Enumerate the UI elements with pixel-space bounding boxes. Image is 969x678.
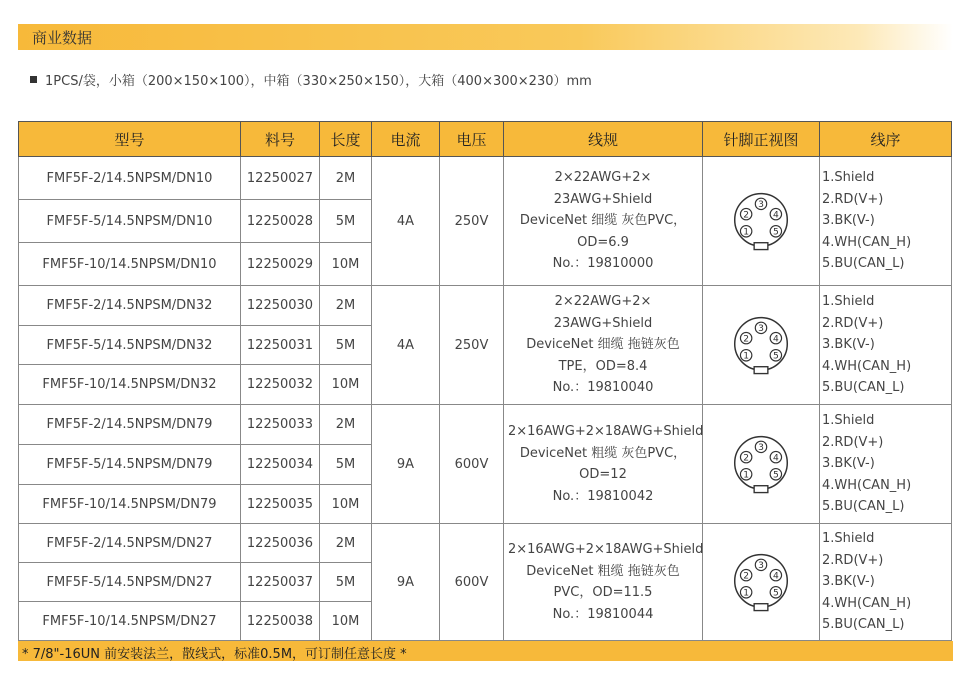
header-length: 长度 <box>320 122 372 157</box>
wiring-cell <box>820 157 952 286</box>
wiring-line: 1.Shield <box>822 413 875 429</box>
connector-pin-diagram-icon <box>729 550 793 614</box>
section-header-bar <box>18 24 953 50</box>
connector-key <box>754 486 768 493</box>
current-cell: 4A <box>372 157 440 286</box>
length-cell: 10M <box>320 485 372 524</box>
wiring-line: 4.WH(CAN_H) <box>822 595 912 611</box>
cable-spec-line: OD=6.9 <box>577 234 629 250</box>
cable-spec-line: No.：19810000 <box>552 256 654 272</box>
wiring-line: 4.WH(CAN_H) <box>822 477 912 493</box>
connector-key <box>754 243 768 250</box>
voltage-cell: 250V <box>440 157 504 286</box>
header-cable: 线规 <box>504 122 703 157</box>
part-number-cell: 12250032 <box>241 365 320 405</box>
length-cell: 2M <box>320 524 372 563</box>
wiring-line: 3.BK(V-) <box>822 574 875 590</box>
cable-spec-line: 2×16AWG+2×18AWG+Shield <box>508 424 704 439</box>
header-pin-view: 针脚正视图 <box>703 122 820 157</box>
part-number-cell: 12250030 <box>241 286 320 326</box>
part-number-cell: 12250036 <box>241 524 320 563</box>
part-number-cell: 12250035 <box>241 485 320 524</box>
voltage-cell: 600V <box>440 524 504 641</box>
wiring-line: 2.RD(V+) <box>822 434 884 450</box>
voltage-cell: 250V <box>440 286 504 405</box>
cable-spec-cell <box>504 286 703 405</box>
header-current: 电流 <box>372 122 440 157</box>
pin-number: 5 <box>772 351 779 362</box>
connector-key <box>754 367 768 374</box>
part-number-cell: 12250034 <box>241 445 320 485</box>
wiring-line: 4.WH(CAN_H) <box>822 234 912 250</box>
part-number-cell: 12250033 <box>241 405 320 445</box>
cable-spec-line: DeviceNet 粗缆 拖链灰色 <box>526 563 680 579</box>
pin-number: 1 <box>743 588 750 599</box>
current-cell: 9A <box>372 524 440 641</box>
length-cell: 5M <box>320 445 372 485</box>
wiring-cell <box>820 405 952 524</box>
pin-number: 4 <box>772 334 779 345</box>
wiring-line: 5.BU(CAN_L) <box>822 499 905 515</box>
pin-number: 4 <box>772 453 779 464</box>
wiring-cell <box>820 524 952 641</box>
wiring-line: 4.WH(CAN_H) <box>822 358 912 374</box>
wiring-line: 1.Shield <box>822 170 875 186</box>
pin-number: 2 <box>743 334 750 345</box>
model-cell: FMF5F-10/14.5NPSM/DN27 <box>19 602 241 641</box>
part-number-cell: 12250031 <box>241 326 320 365</box>
packaging-text: 1PCS/袋，小箱（200×150×100），中箱（330×250×150），大箱（400×300×230）mm <box>45 74 592 89</box>
connector-key <box>754 604 768 611</box>
model-cell: FMF5F-10/14.5NPSM/DN10 <box>19 243 241 286</box>
table-row <box>19 524 952 563</box>
part-number-cell: 12250038 <box>241 602 320 641</box>
wiring-line: 3.BK(V-) <box>822 213 875 229</box>
pin-view-cell <box>703 405 820 524</box>
model-cell: FMF5F-2/14.5NPSM/DN32 <box>19 286 241 326</box>
header-wiring: 线序 <box>820 122 952 157</box>
header-voltage: 电压 <box>440 122 504 157</box>
current-cell: 9A <box>372 405 440 524</box>
table-row <box>19 286 952 326</box>
cable-spec-line: 23AWG+Shield <box>553 315 653 331</box>
model-cell: FMF5F-2/14.5NPSM/DN27 <box>19 524 241 563</box>
pin-number: 2 <box>743 453 750 464</box>
cable-spec-line: TPE，OD=8.4 <box>558 358 648 374</box>
cable-spec-line: PVC，OD=11.5 <box>553 585 653 600</box>
pin-number: 1 <box>743 227 750 238</box>
model-cell: FMF5F-5/14.5NPSM/DN10 <box>19 200 241 243</box>
model-cell: FMF5F-5/14.5NPSM/DN32 <box>19 326 241 365</box>
table-row <box>19 405 952 445</box>
connector-pin-diagram-icon <box>729 189 793 253</box>
length-cell: 10M <box>320 602 372 641</box>
table-body <box>19 157 952 641</box>
pin-number: 2 <box>743 571 750 582</box>
wiring-line: 3.BK(V-) <box>822 337 875 353</box>
bullet-square-icon <box>30 76 37 83</box>
length-cell: 5M <box>320 563 372 602</box>
length-cell: 10M <box>320 243 372 286</box>
pin-number: 1 <box>743 351 750 362</box>
packaging-info <box>30 70 592 89</box>
wiring-line: 2.RD(V+) <box>822 191 884 207</box>
wiring-line: 2.RD(V+) <box>822 315 884 331</box>
wiring-line: 1.Shield <box>822 531 875 547</box>
pin-number: 5 <box>772 588 779 599</box>
length-cell: 5M <box>320 200 372 243</box>
model-cell: FMF5F-5/14.5NPSM/DN79 <box>19 445 241 485</box>
table-row <box>19 157 952 200</box>
pin-number: 3 <box>758 200 764 211</box>
cable-spec-line: 23AWG+Shield <box>553 191 653 207</box>
section-title: 商业数据 <box>32 29 93 47</box>
current-cell: 4A <box>372 286 440 405</box>
cable-spec-line: DeviceNet 粗缆 灰色PVC， <box>519 445 687 461</box>
connector-pin-diagram-icon <box>729 313 793 377</box>
pin-number: 4 <box>772 210 779 221</box>
wiring-line: 5.BU(CAN_L) <box>822 617 905 633</box>
footer-note: * 7/8"-16UN 前安装法兰，散线式，标准0.5M，可订制任意长度 * <box>22 647 407 662</box>
cable-spec-line: OD=12 <box>579 467 627 482</box>
connector-pin-diagram-icon <box>729 432 793 496</box>
cable-spec-line: DeviceNet 细缆 灰色PVC， <box>519 213 687 229</box>
length-cell: 2M <box>320 157 372 200</box>
pin-view-cell <box>703 157 820 286</box>
part-number-cell: 12250027 <box>241 157 320 200</box>
wiring-line: 5.BU(CAN_L) <box>822 380 905 396</box>
part-number-cell: 12250037 <box>241 563 320 602</box>
cable-spec-line: 2×22AWG+2× <box>554 294 652 310</box>
wiring-line: 3.BK(V-) <box>822 456 875 472</box>
cable-spec-line: No.：19810044 <box>552 606 654 622</box>
model-cell: FMF5F-5/14.5NPSM/DN27 <box>19 563 241 602</box>
pin-view-cell <box>703 286 820 405</box>
pin-number: 3 <box>758 443 764 454</box>
voltage-cell: 600V <box>440 405 504 524</box>
spec-table <box>18 121 952 641</box>
length-cell: 2M <box>320 405 372 445</box>
model-cell: FMF5F-10/14.5NPSM/DN32 <box>19 365 241 405</box>
cable-spec-cell <box>504 405 703 524</box>
wiring-cell <box>820 286 952 405</box>
length-cell: 5M <box>320 326 372 365</box>
footer-bar <box>18 641 953 661</box>
part-number-cell: 12250028 <box>241 200 320 243</box>
pin-view-cell <box>703 524 820 641</box>
cable-spec-line: No.：19810040 <box>552 380 654 396</box>
length-cell: 10M <box>320 365 372 405</box>
wiring-line: 2.RD(V+) <box>822 552 884 568</box>
pin-number: 5 <box>772 470 779 481</box>
table-header-row <box>19 122 952 157</box>
pin-number: 4 <box>772 571 779 582</box>
model-cell: FMF5F-2/14.5NPSM/DN79 <box>19 405 241 445</box>
part-number-cell: 12250029 <box>241 243 320 286</box>
wiring-line: 1.Shield <box>822 294 875 310</box>
wiring-line: 5.BU(CAN_L) <box>822 256 905 272</box>
cable-spec-line: 2×16AWG+2×18AWG+Shield <box>508 542 704 557</box>
pin-number: 5 <box>772 227 779 238</box>
cable-spec-line: No.：19810042 <box>552 488 654 504</box>
header-part: 料号 <box>241 122 320 157</box>
cable-spec-line: DeviceNet 细缆 拖链灰色 <box>526 337 680 353</box>
model-cell: FMF5F-10/14.5NPSM/DN79 <box>19 485 241 524</box>
pin-number: 3 <box>758 324 764 335</box>
pin-number: 3 <box>758 561 764 572</box>
header-model: 型号 <box>19 122 241 157</box>
cable-spec-cell <box>504 157 703 286</box>
length-cell: 2M <box>320 286 372 326</box>
model-cell: FMF5F-2/14.5NPSM/DN10 <box>19 157 241 200</box>
pin-number: 1 <box>743 470 750 481</box>
cable-spec-cell <box>504 524 703 641</box>
cable-spec-line: 2×22AWG+2× <box>554 170 652 186</box>
pin-number: 2 <box>743 210 750 221</box>
